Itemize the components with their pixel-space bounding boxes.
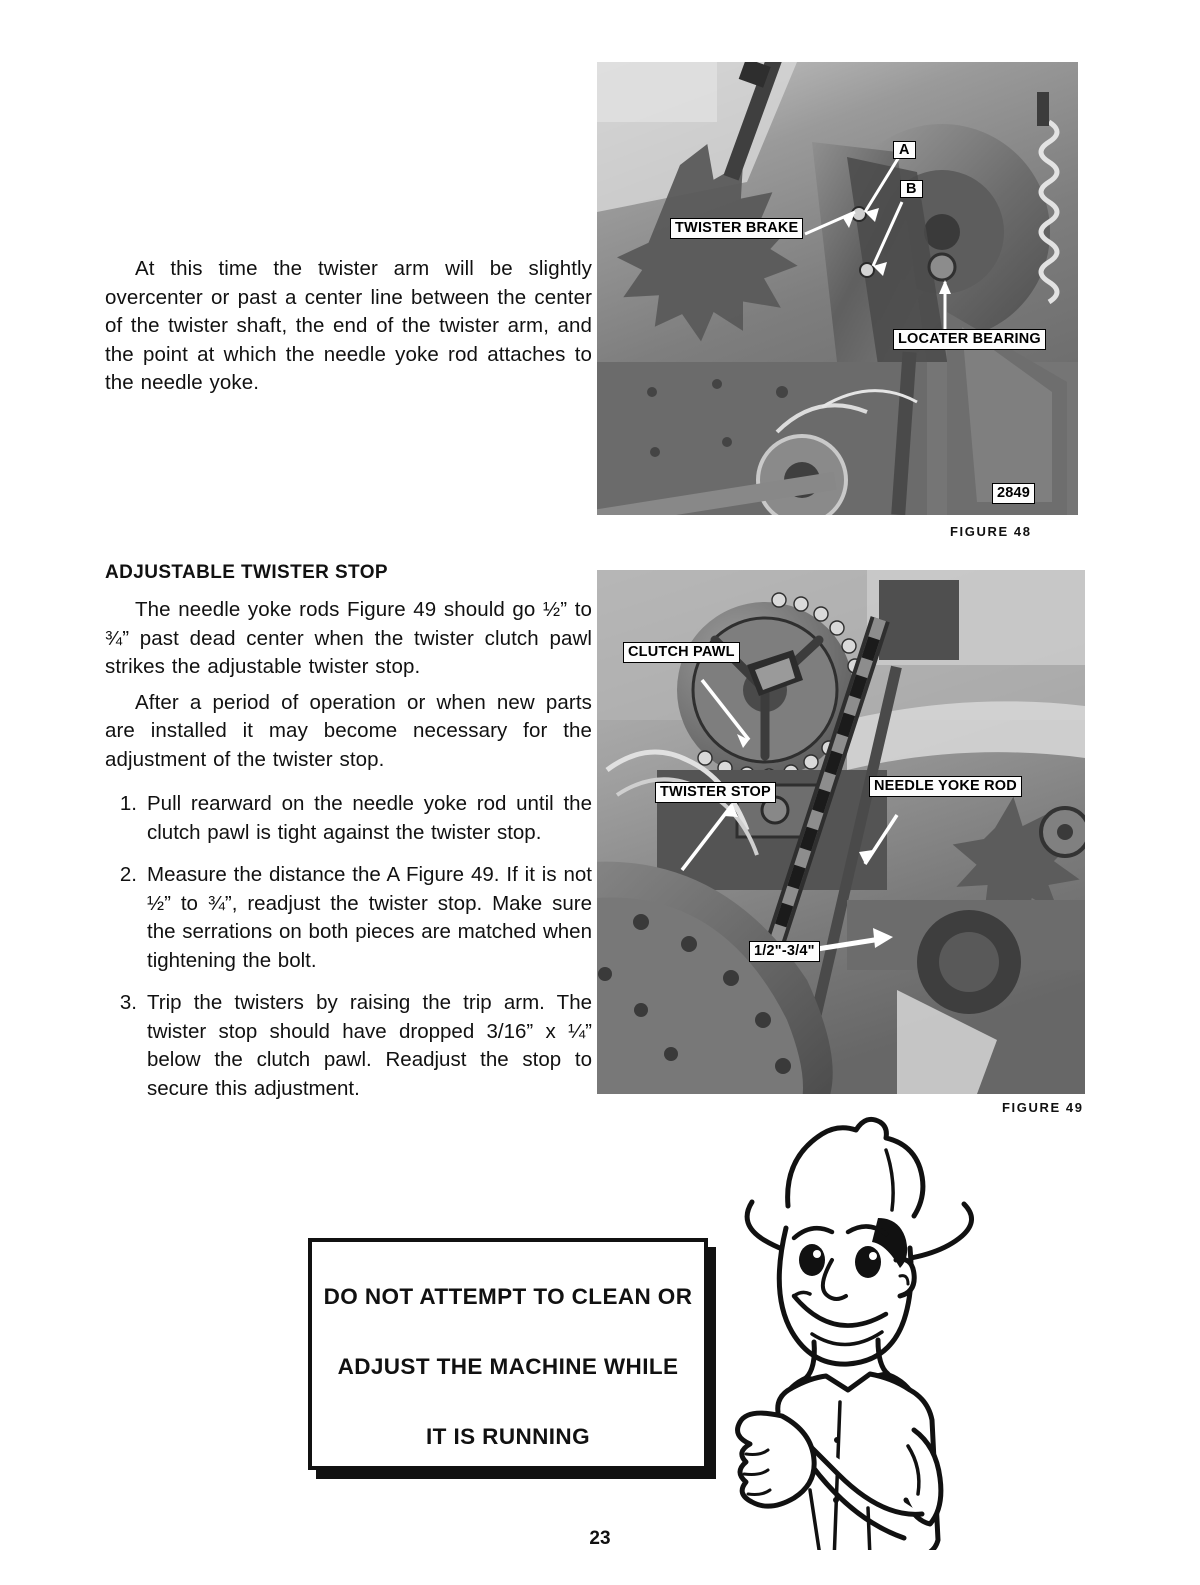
figure-48-photograph	[597, 62, 1078, 515]
warning-sign-group	[308, 1238, 718, 1480]
callout-locater-bearing-label: LOCATER BEARING	[893, 329, 1046, 350]
figure-48-caption: FIGURE 48	[950, 524, 1032, 539]
intro-text-block	[105, 255, 592, 405]
section-paragraph-1: The needle yoke rods Figure 49 should go ½” to ¾” past dead center when the twister clutch pawl strikes the adjustable twister stop.	[105, 598, 592, 678]
list-item	[105, 989, 592, 1103]
intro-paragraph: At this time the twister arm will be slightly overcenter or past a center line between the center of the twister shaft, the end of the twister arm, and the point at which the needle yoke rod attaches to the needle yoke.	[105, 257, 592, 394]
section-paragraph-2: After a period of operation or when new parts are installed it may become necessary for the adjustment of the twister stop.	[105, 690, 592, 771]
farmer-pointing-illustration	[690, 1110, 990, 1550]
section-heading: ADJUSTABLE TWISTER STOP	[105, 562, 388, 583]
figure-49-photograph	[597, 570, 1085, 1094]
callout-twister-stop-label: TWISTER STOP	[655, 782, 776, 803]
photo-number-label: 2849	[992, 483, 1035, 504]
callout-a-label: A	[893, 141, 916, 159]
procedure-steps-list	[105, 790, 592, 1103]
list-item	[105, 790, 592, 847]
callout-needle-yoke-rod-label: NEEDLE YOKE ROD	[869, 776, 1022, 797]
warning-line-2: ADJUST THE MACHINE WHILE	[337, 1354, 679, 1379]
warning-line-1: DO NOT ATTEMPT TO CLEAN OR	[323, 1284, 693, 1309]
step-number: 2.	[119, 863, 137, 886]
callout-clutch-pawl-label: CLUTCH PAWL	[623, 642, 740, 663]
warning-sign-board	[308, 1238, 708, 1470]
list-item	[105, 861, 592, 975]
step-number: 1.	[119, 792, 137, 815]
step-text: Pull rearward on the needle yoke rod until the clutch pawl is tight against the twister stop.	[147, 792, 592, 844]
step-text: Measure the distance the A Figure 49. If it is not ½” to ¾”, readjust the twister stop. Make sure the serrations on both pieces are matched when tightening the bolt.	[147, 863, 592, 972]
step-number: 3.	[119, 991, 137, 1014]
page-number: 23	[589, 1528, 611, 1549]
figure-49-caption: FIGURE 49	[1002, 1100, 1084, 1115]
step-text: Trip the twisters by raising the trip arm. The twister stop should have dropped 3/16” x ¼” below the clutch pawl. Readjust the stop to secure this adjustment.	[147, 991, 592, 1100]
adjustable-twister-stop-section	[105, 562, 592, 1117]
figure-48-photo-content	[597, 62, 1078, 515]
callout-b-label: B	[900, 180, 923, 198]
callout-twister-brake-label: TWISTER BRAKE	[670, 218, 803, 239]
callout-dimension-label: 1/2"-3/4"	[749, 941, 820, 962]
warning-line-3: IT IS RUNNING	[426, 1424, 590, 1449]
